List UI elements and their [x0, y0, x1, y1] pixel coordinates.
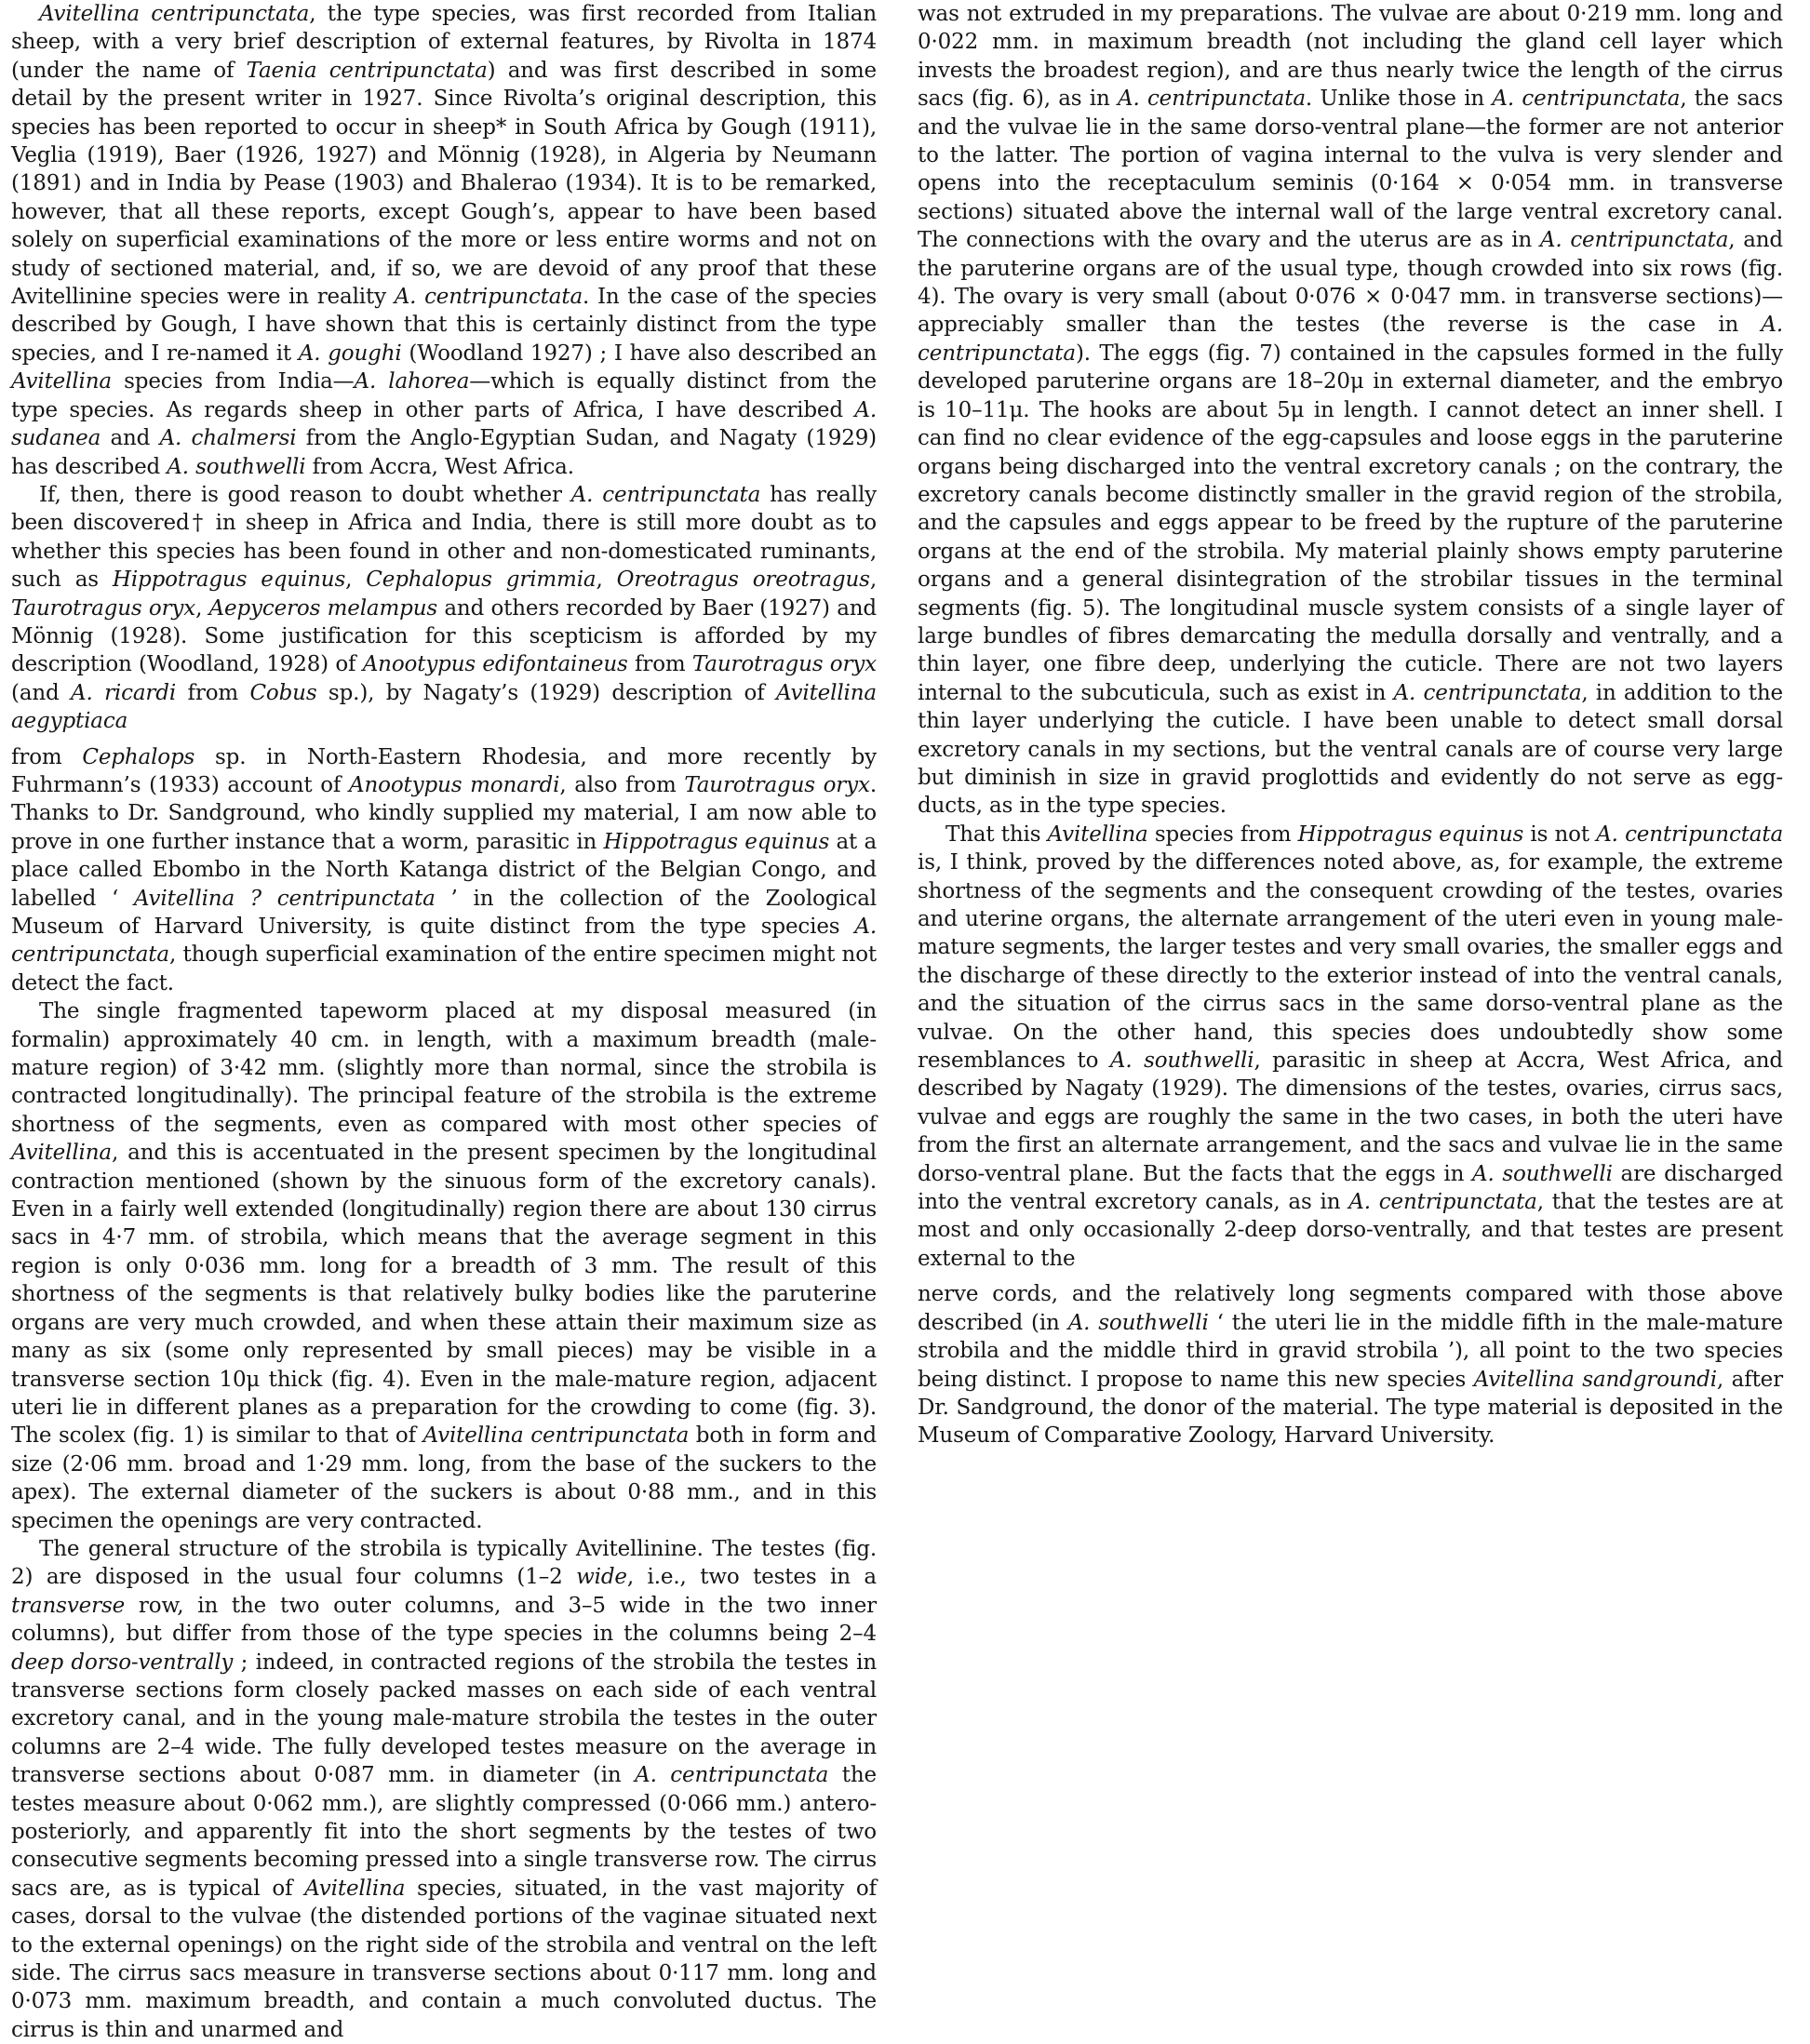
paragraph-doubt-discovery: If, then, there is good reason to doubt whether A. centripunctata has really been discovered† in sheep in Africa and India, there is still more doubt as to whether this species has been found in other and non-domesticated ruminants, such as Hippotragus equinus, Cephalopus grimmia, Oreotragus oreotragus, Taurotragus oryx, Aepyceros melampus and others recorded by Baer (1927) and Mönnig (1928). Some justification for this scepticism is afforded by my description (Woodland, 1928) of Anootypus edifontaineus from Taurotragus oryx (and A. ricardi from Cobus sp.), by Nagaty’s (1929) description of Avitellina aegyptiaca [11, 482, 877, 734]
paragraph-hippotragus-specimen: from Cephalops sp. in North-Eastern Rhodesia, and more recently by Fuhrmann’s (1933) account of Anootypus monardi, also from Taurotragus oryx. Thanks to Dr. Sandground, who kindly supplied my material, I am now able to prove in one further instance that a worm, parasitic in Hippotragus equinus at a place called Ebombo in the North Katanga district of the Belgian Congo, and labelled ‘ Avitellina ? centripunctata ’ in the collection of the Zoological Museum of Harvard University, is quite distinct from the type species A. centripunctata, though superficial examination of the entire specimen might not detect the fact. [11, 744, 878, 995]
paragraph-type-species-history: Avitellina centripunctata, the type species, was first recorded from Italian sheep, with a very brief description of external features, by Rivolta in 1874 (under the name of Taenia centripunctata) and was first described in some detail by the present writer in 1927. Since Rivolta’s original description, this species has been reported to occur in sheep* in South Africa by Gough (1911), Veglia (1919), Baer (1926, 1927) and Mönnig (1928), in Algeria by Neumann (1891) and in India by Pease (1903) and Bhalerao (1934). It is to be remarked, however, that all these reports, except Gough’s, appear to have been based solely on superficial examinations of the more or less entire worms and not on study of sectioned material, and, if so, we are devoid of any proof that these Avitellinine species were in reality A. centripunctata. In the case of the species described by Gough, I have shown that this is certainly distinct from the type species, and I re-named it A. goughi (Woodland 1927) ; I have also described an Avitellina species from India—A. lahorea—which is equally distinct from the type species. As regards sheep in other parts of Africa, I have described A. sudanea and A. chalmersi from the Anglo-Egyptian Sudan, and Nagaty (1929) has described A. southwelli from Accra, West Africa. [11, 2, 878, 479]
paragraph-strobila-structure: The general structure of the strobila is typically Avitellinine. The testes (fig. 2) are disposed in the usual four columns (1–2 wide, i.e., two testes in a transverse row, in the two outer columns, and 3–5 wide in the two inner columns), but differ from those of the type species in the columns being 2–4 deep dorso-ventrally ; indeed, in contracted regions of the strobila the testes in transverse sections form closely packed masses on each side of each ventral excretory canal, and in the young male-mature strobila the testes in the outer columns are 2–4 wide. The fully developed testes measure on the average in transverse sections about 0·087 mm. in diameter (in A. centripunctata the testes measure about 0·062 mm.), are slightly compressed (0·066 mm.) antero-posteriorly, and apparently fit into the short segments by the testes of two consecutive segments becoming pressed into a single transverse row. The cirrus sacs are, as is typical of Avitellina species, situated, in the vast majority of cases, dorsal to the vulvae (the distended portions of the vaginae situated next to the external openings) on the right side of the strobila and ventral on the left side. The cirrus sacs measure in transverse sections about 0·117 mm. long and 0·073 mm. maximum breadth, and contain a much convoluted ductus. The cirrus is thin and unarmed and [11, 1536, 877, 2042]
paragraph-vulvae-description: was not extruded in my preparations. The vulvae are about 0·219 mm. long and 0·022 mm. in maximum breadth (not including the gland cell layer which invests the broadest region), and are thus nearly twice the length of the cirrus sacs (fig. 6), as in A. centripunctata. Unlike those in A. centripunctata, the sacs and the vulvae lie in the same dorso-ventral plane—the former are not anterior to the latter. The portion of vagina internal to the vulva is very slender and opens into the receptaculum seminis (0·164 × 0·054 mm. in transverse sections) situated above the internal wall of the large ventral excretory canal. The connections with the ovary and the uterus are as in A. centripunctata, and the paruterine organs are of the usual type, though crowded into six rows (fig. 4). The ovary is very small (about 0·076 × 0·047 mm. in transverse sections)—appreciably smaller than the testes (the reverse is the case in A. centripunctata). The eggs (fig. 7) contained in the capsules formed in the fully developed paruterine organs are 18–20μ in external diameter, and the embryo is 10–11μ. The hooks are about 5μ in length. I cannot detect an inner shell. I can find no clear evidence of the egg-capsules and loose eggs in the paruterine organs being discharged into the ventral excretory canals ; on the contrary, the excretory canals become distinctly smaller in the gravid region of the strobila, and the capsules and eggs appear to be freed by the rupture of the paruterine organs at the end of the strobila. My material plainly shows empty paruterine organs and a general disintegration of the strobilar tissues in the terminal segments (fig. 5). The longitudinal muscle system consists of a single layer of large bundles of fibres demarcating the medulla dorsally and ventrally, and a thin layer, one fibre deep, underlying the cuticle. There are not two layers internal to the subcuticula, such as exist in A. centripunctata, in addition to the thin layer underlying the cuticle. I have been unable to detect small dorsal excretory canals in my sections, but the ventral canals are of course very large but diminish in size in gravid proglottids and evidently do not serve as egg-ducts, as in the type species. [918, 2, 1783, 819]
paragraph-tapeworm-measurements: The single fragmented tapeworm placed at my disposal measured (in formalin) approximately 40 cm. in length, with a maximum breadth (male-mature region) of 3·42 mm. (slightly more than normal, since the strobila is contracted longitudinally). The principal feature of the strobila is the extreme shortness of the segments, even as compared with most other species of Avitellina, and this is accentuated in the present specimen by the longitudinal contraction mentioned (shown by the sinuous form of the excretory canals). Even in a fairly well extended (longitudinally) region there are about 130 cirrus sacs in 4·7 mm. of strobila, which means that the average segment in this region is only 0·036 mm. long for a breadth of 3 mm. The result of this shortness of the segments is that relatively bulky bodies like the paruterine organs are very much crowded, and when these attain their maximum size as many as six (some only represented by small pieces) may be visible in a transverse section 10μ thick (fig. 4). Even in the male-mature region, adjacent uteri lie in different planes as a preparation for the crowding to come (fig. 3). The scolex (fig. 1) is similar to that of Avitellina centripunctata both in form and size (2·06 mm. broad and 1·29 mm. long, from the base of the suckers to the apex). The external diameter of the suckers is about 0·88 mm., and in this specimen the openings are very contracted. [11, 999, 877, 1533]
paragraph-new-species-name: nerve cords, and the relatively long segments compared with those above described (in A. southwelli ‘ the uteri lie in the middle fifth in the male-mature strobila and the middle third in gravid strobila ’), all point to the two species being distinct. I propose to name this new species Avitellina sandgroundi, after Dr. Sandground, the donor of the material. The type material is deposited in the Museum of Comparative Zoology, Harvard University. [918, 1282, 1784, 1449]
right-column [918, 0, 1783, 1450]
left-column [11, 0, 877, 2044]
paragraph-species-differences: That this Avitellina species from Hippotragus equinus is not A. centripunctata is, I think, proved by the differences noted above, as, for example, the extreme shortness of the segments and the consequent crowding of the testes, ovaries and uterine organs, the alternate arrangement of the uteri even in young male-mature segments, the larger testes and very small ovaries, the smaller eggs and the discharge of these directly to the exterior instead of into the ventral canals, and the situation of the cirrus sacs in the same dorso-ventral plane as the vulvae. On the other hand, this species does undoubtedly show some resemblances to A. southwelli, parasitic in sheep at Accra, West Africa, and described by Nagaty (1929). The dimensions of the testes, ovaries, cirrus sacs, vulvae and eggs are roughly the same in the two cases, in both the uteri have from the first an alternate arrangement, and the sacs and vulvae lie in the same dorso-ventral plane. But the facts that the eggs in A. southwelli are discharged into the ventral excretory canals, as in A. centripunctata, that the testes are at most and only occasionally 2-deep dorso-ventrally, and that testes are present external to the [918, 822, 1784, 1271]
